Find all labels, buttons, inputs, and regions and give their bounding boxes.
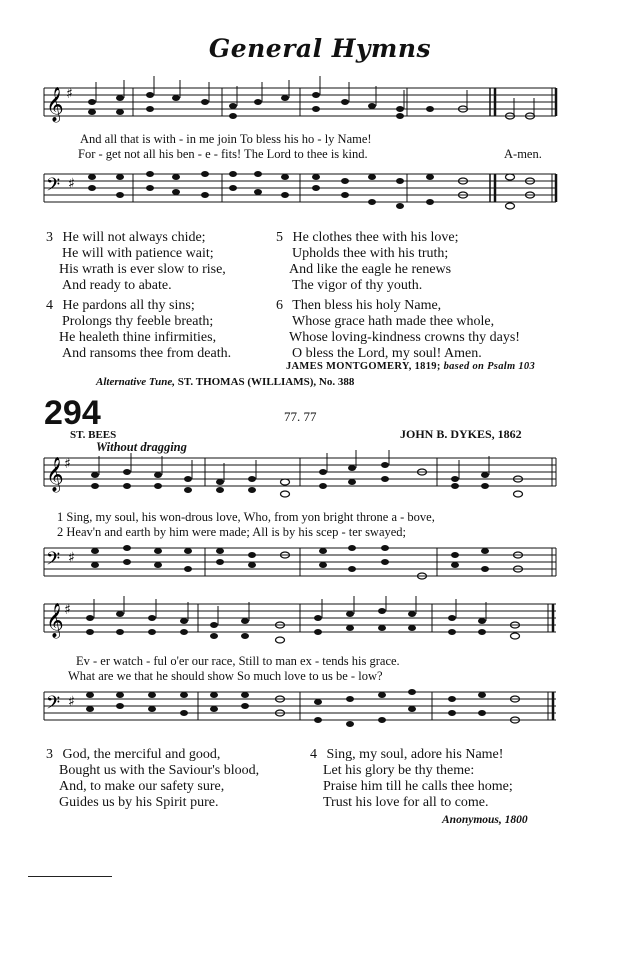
music-staff-treble-1	[0, 450, 640, 512]
music-staff-treble-prev	[0, 76, 640, 136]
music-staff-bass-prev	[0, 162, 640, 220]
verse-6-prev: 6 Then bless his holy Name, Whose grace hath made thee whole, Whose loving-kindness crowns thy days! O bless the Lord, my soul! Amen.	[276, 298, 520, 361]
lyric-line-1-system-2: Ev - er watch - ful o'er our race, Still to man ex - tends his grace.	[76, 654, 400, 668]
tempo-marking: Without dragging	[96, 440, 187, 454]
hymn-meter: 77. 77	[284, 409, 317, 424]
lyric-line-1-prev: And all that is with - in me join To bless his ho - ly Name!	[80, 132, 372, 146]
svg-text:♯: ♯	[68, 694, 75, 710]
svg-text:𝄞: 𝄞	[46, 87, 64, 122]
lyric-line-2-prev: For - get not all his ben - e - fits! The Lord to thee is kind.	[78, 147, 368, 161]
music-staff-bass-1	[0, 540, 640, 580]
music-staff-bass-2	[0, 684, 640, 734]
svg-text:♯: ♯	[68, 550, 75, 566]
svg-text:♯: ♯	[64, 456, 71, 472]
music-staff-treble-2	[0, 596, 640, 654]
verse-3: 3 God, the merciful and good, Bought us with the Saviour's blood, And, to make our safety sure, Guides us by his Spirit pure.	[46, 747, 260, 810]
svg-text:𝄞: 𝄞	[46, 603, 64, 638]
verse-4-prev: 4 He pardons all thy sins; Prolongs thy feeble breath; He healeth thine infirmities, And ransoms thee from death.	[46, 298, 232, 361]
svg-text:♯: ♯	[64, 602, 71, 618]
verse-3-prev: 3 He will not always chide; He will with patience wait; His wrath is ever slow to rise, And ready to abate.	[46, 230, 226, 293]
composer-credit: JOHN B. DYKES, 1862	[400, 427, 522, 441]
hymn-attribution: Anonymous, 1800	[442, 814, 528, 826]
lyric-line-2-system-2: What are we that he should show So much love to us be - low?	[68, 669, 383, 683]
alternative-tune: Alternative Tune, ST. THOMAS (WILLIAMS), No. 388	[96, 376, 355, 388]
footer-divider	[28, 876, 112, 877]
author-credit-prev: JAMES MONTGOMERY, 1819; based on Psalm 103	[286, 361, 536, 372]
svg-text:𝄞: 𝄞	[46, 457, 64, 492]
amen-label: A-men.	[504, 147, 542, 161]
tune-name: ST. BEES	[70, 429, 117, 441]
svg-text:♯: ♯	[66, 86, 73, 102]
svg-text:♯: ♯	[68, 176, 75, 192]
lyric-line-1-system-1: 1 Sing, my soul, his won-drous love, Who, from yon bright throne a - bove,	[57, 510, 435, 524]
lyric-line-2-system-1: 2 Heav'n and earth by him were made; All is by his scep - ter swayed;	[57, 525, 407, 539]
svg-text:𝄢: 𝄢	[46, 693, 61, 718]
hymn-number: 294	[44, 394, 101, 432]
verse-4: 4 Sing, my soul, adore his Name! Let his glory be thy theme: Praise him till he calls thee home; Trust his love for all to come.	[310, 747, 513, 810]
verse-5-prev: 5 He clothes thee with his love; Upholds thee with his truth; And like the eagle he renews The vigor of thy youth.	[276, 230, 459, 293]
page-header: General Hymns	[208, 34, 432, 63]
svg-text:𝄢: 𝄢	[46, 175, 61, 200]
svg-text:𝄢: 𝄢	[46, 549, 61, 574]
